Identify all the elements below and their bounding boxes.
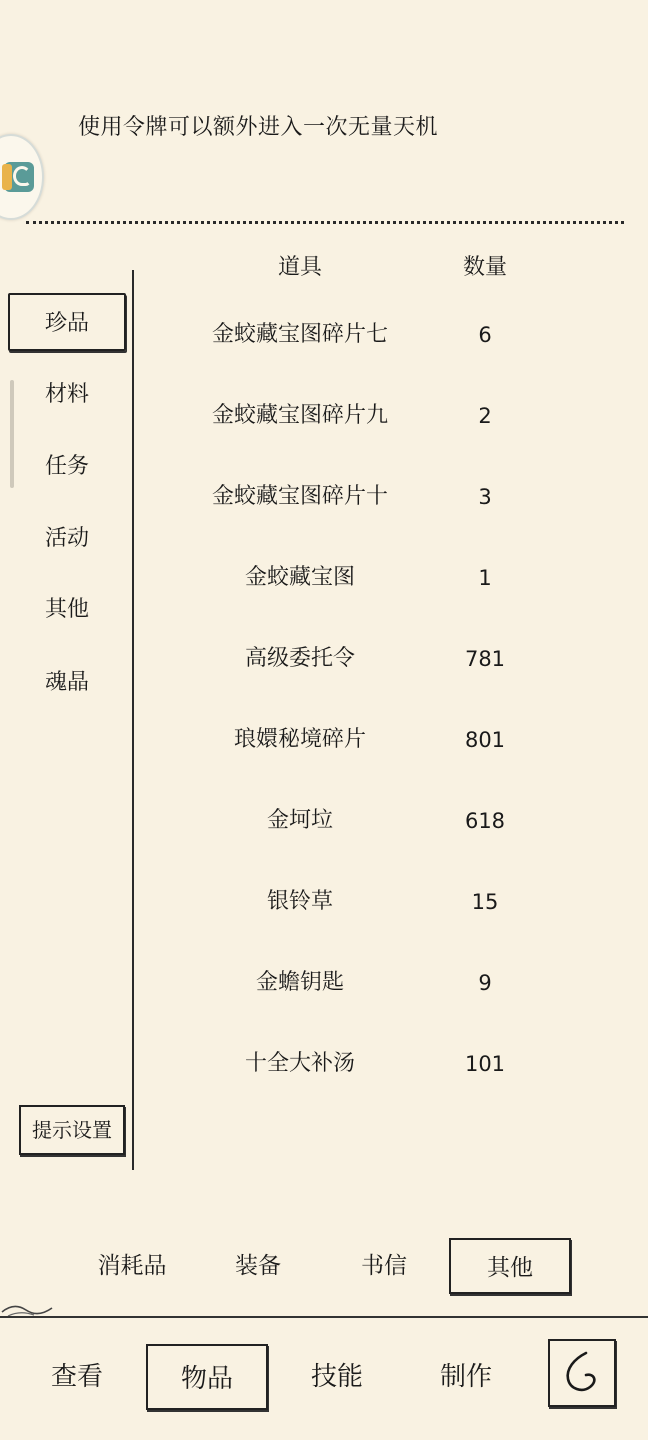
table-row[interactable] (150, 538, 570, 618)
item-quantity: 801 (464, 728, 506, 752)
item-quantity: 101 (464, 1052, 506, 1076)
item-quantity: 9 (478, 971, 492, 995)
back-button[interactable] (548, 1339, 616, 1407)
category-tab-soul-crystal[interactable]: 魂晶 (44, 670, 89, 695)
dotted-divider (26, 221, 624, 224)
item-name: 金坷垃 (266, 808, 333, 833)
item-name: 琅嬛秘境碎片 (233, 727, 366, 752)
item-quantity: 618 (464, 809, 506, 833)
category-tab-treasure[interactable]: 珍品 (8, 293, 126, 351)
tips-settings-button[interactable]: 提示设置 (19, 1105, 125, 1155)
table-row[interactable] (150, 619, 570, 699)
category-tab-event[interactable]: 活动 (44, 526, 89, 551)
nav-tab-skills[interactable]: 技能 (310, 1362, 363, 1392)
item-name: 金蛟藏宝图 (244, 565, 355, 590)
nav-tab-items[interactable]: 物品 (146, 1344, 268, 1410)
bottom-divider (0, 1316, 648, 1318)
header-quantity: 数量 (462, 255, 507, 280)
badge-tile-accent (2, 164, 12, 190)
table-row[interactable] (150, 376, 570, 456)
item-name: 高级委托令 (244, 646, 355, 671)
item-name: 金蛟藏宝图碎片十 (211, 484, 388, 509)
table-row[interactable] (150, 295, 570, 375)
item-name: 金蛟藏宝图碎片七 (211, 322, 388, 347)
item-quantity: 6 (478, 323, 492, 347)
hint-text: 使用令牌可以额外进入一次无量天机 (78, 115, 439, 140)
table-row[interactable] (150, 457, 570, 537)
table-row[interactable] (150, 943, 570, 1023)
item-quantity: 2 (478, 404, 492, 428)
category-tab-other[interactable]: 其他 (44, 597, 89, 622)
table-row[interactable] (150, 1024, 570, 1104)
back-arrow-icon (550, 1341, 614, 1405)
item-quantity: 3 (478, 485, 492, 509)
item-name: 金蛟藏宝图碎片九 (211, 403, 388, 428)
app-badge-icon[interactable] (0, 134, 44, 220)
subtab-letters[interactable]: 书信 (361, 1253, 407, 1279)
header-item: 道具 (277, 255, 322, 280)
item-quantity: 1 (478, 566, 492, 590)
nav-tab-view[interactable]: 查看 (50, 1362, 103, 1392)
item-name: 金蟾钥匙 (255, 970, 344, 995)
item-name: 银铃草 (266, 889, 333, 914)
table-row[interactable] (150, 862, 570, 942)
nav-tab-crafting[interactable]: 制作 (439, 1362, 492, 1392)
category-tab-quest[interactable]: 任务 (44, 454, 89, 479)
badge-letter (13, 166, 31, 186)
category-tab-materials[interactable]: 材料 (44, 382, 89, 407)
subtab-equipment[interactable]: 装备 (235, 1253, 281, 1279)
item-name: 十全大补汤 (244, 1051, 355, 1076)
item-quantity: 15 (471, 890, 499, 914)
table-row[interactable] (150, 781, 570, 861)
subtab-consumables[interactable]: 消耗品 (97, 1253, 167, 1279)
table-row[interactable] (150, 700, 570, 780)
item-quantity: 781 (464, 647, 506, 671)
subtab-other[interactable]: 其他 (449, 1238, 571, 1294)
column-divider (132, 270, 134, 1170)
